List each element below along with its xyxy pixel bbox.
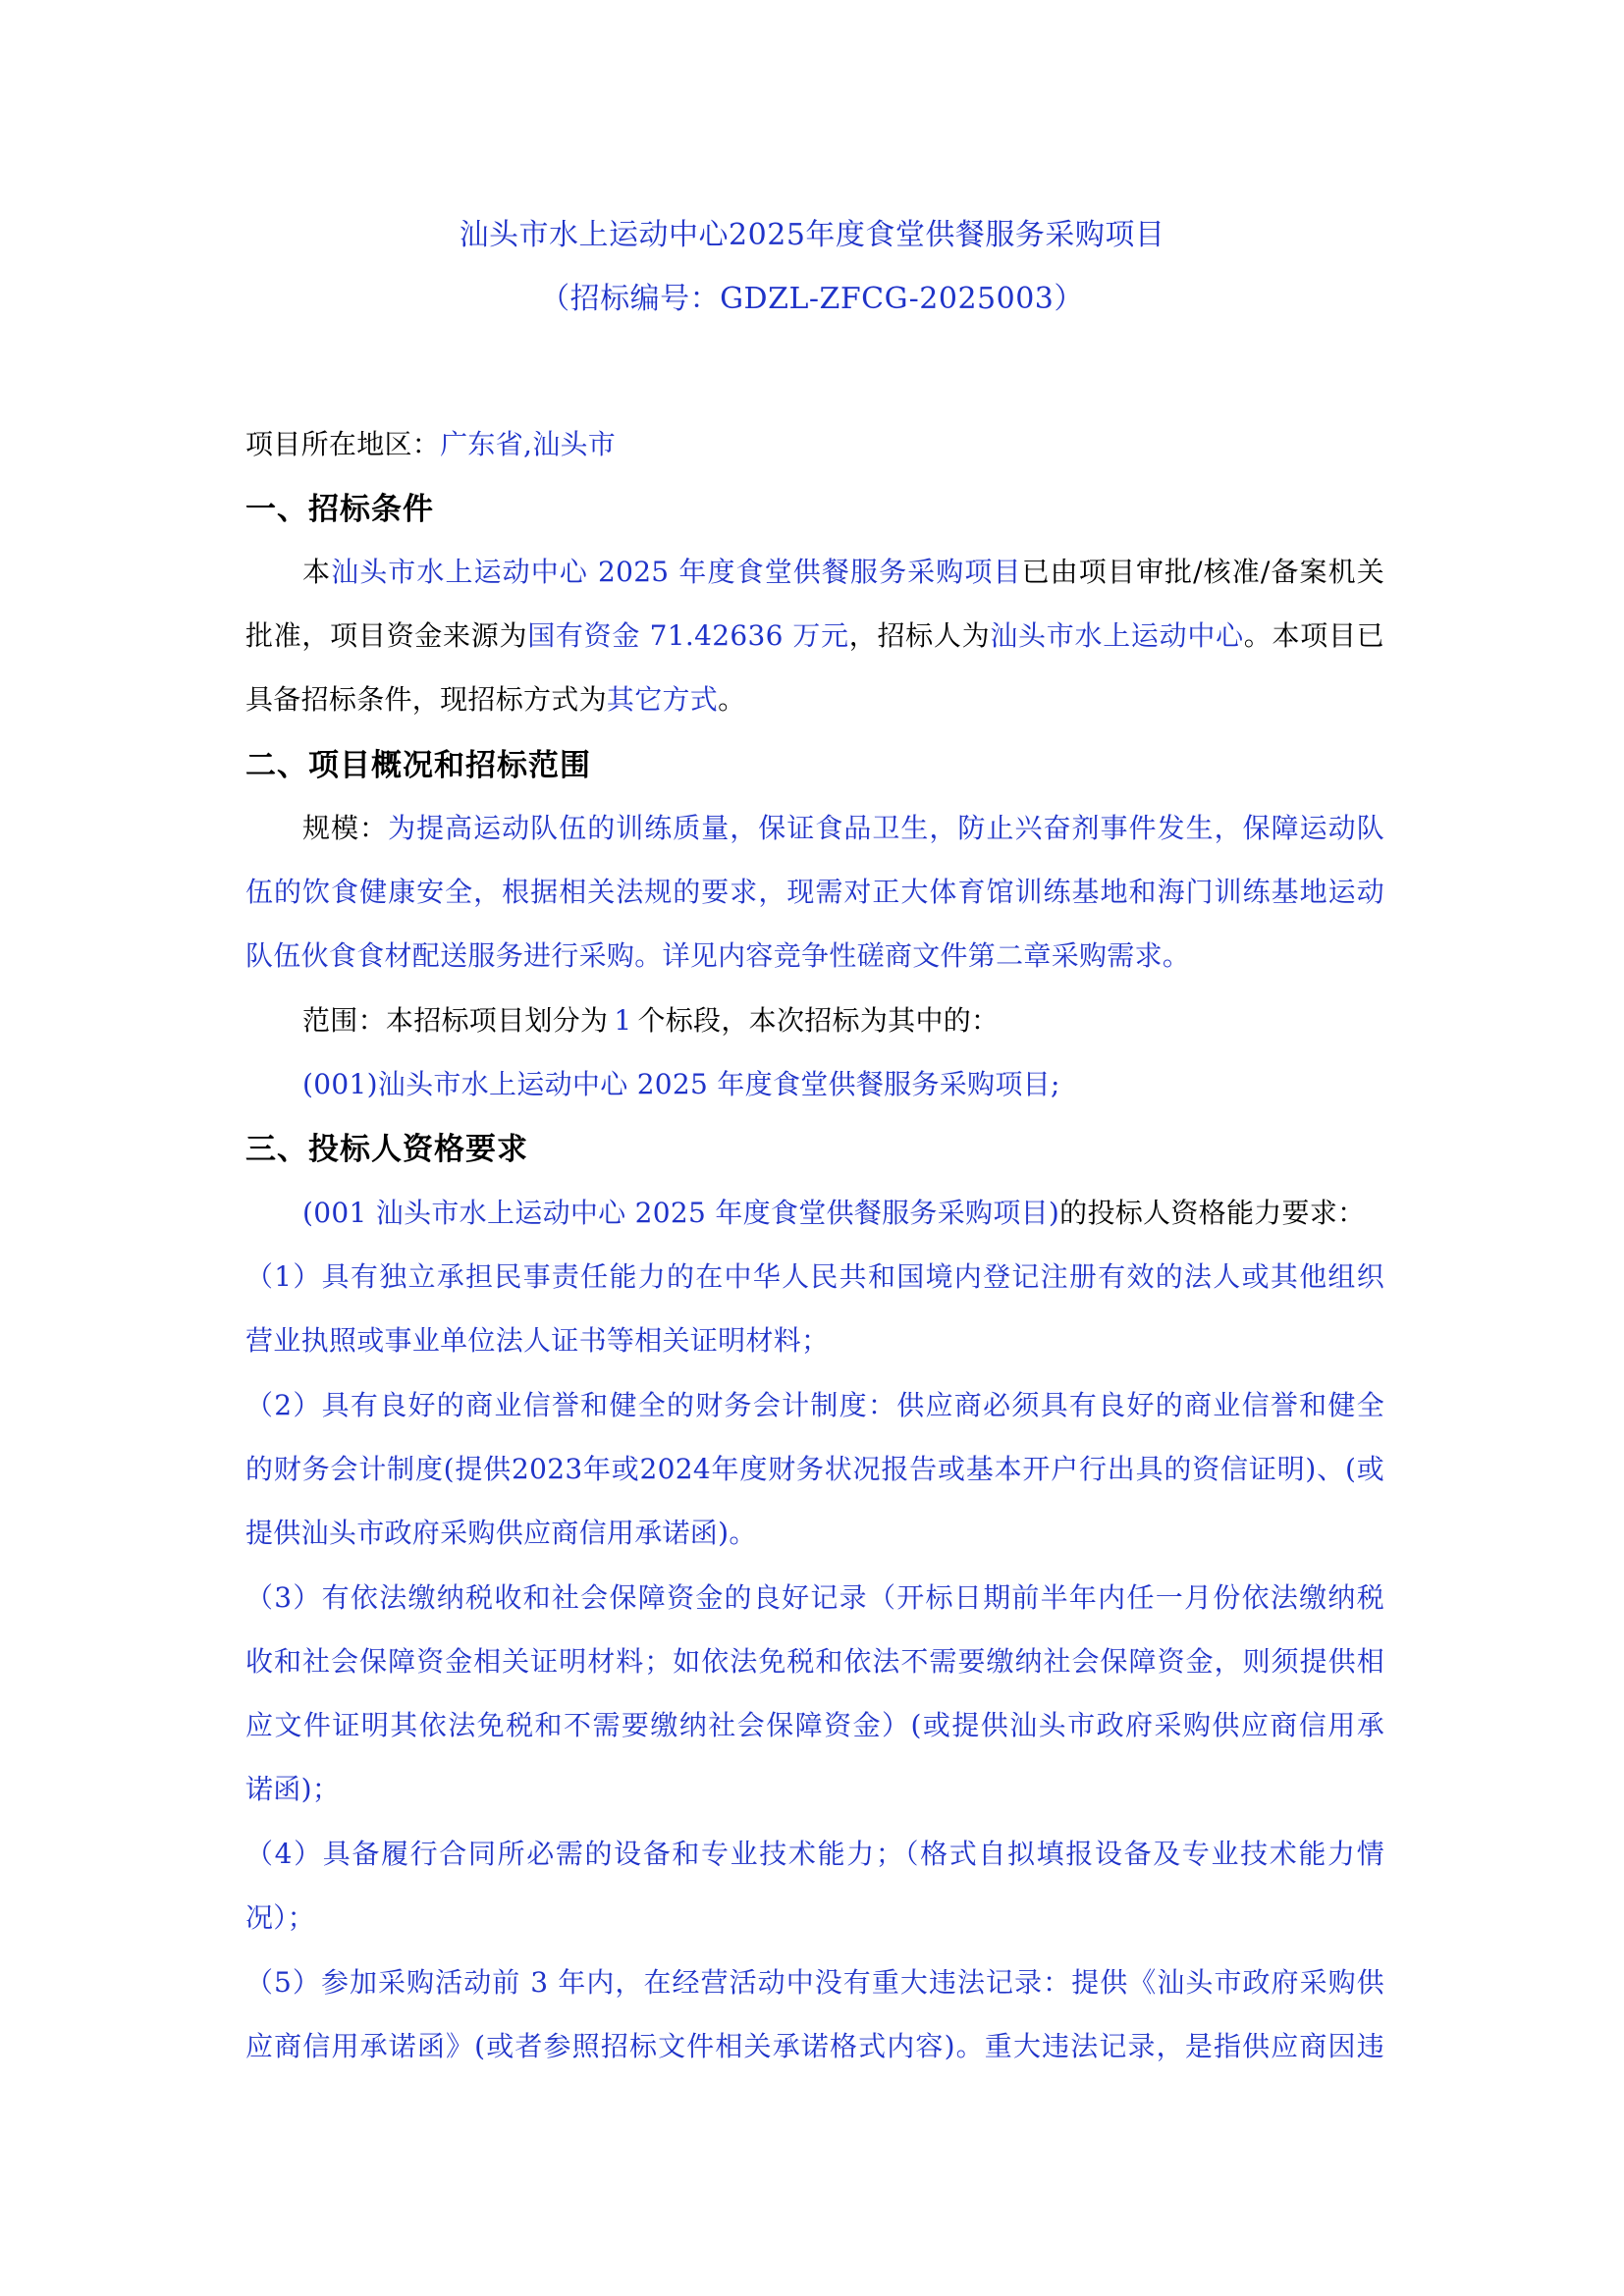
fund-source: 国有资金 71.42636 万元 (527, 619, 849, 652)
range-text: 范围：本招标项目划分为 (302, 1004, 609, 1037)
requirement-3-line-1: （3）有依法缴纳税收和社会保障资金的良好记录（开标日期前半年内任一月份依法缴纳税 (245, 1581, 1384, 1614)
project-location (245, 425, 1384, 464)
text-span: 具备招标条件，现招标方式为 (245, 683, 607, 716)
requirement-3-line-3: 应文件证明其依法免税和不需要缴纳社会保障资金）(或提供汕头市政府采购供应商信用承 (245, 1709, 1384, 1741)
requirement-2-line-2: 的财务会计制度(提供2023年或2024年度财务状况报告或基本开户行出具的资信证明)、(或 (245, 1453, 1384, 1485)
section-1-paragraph-line-3 (245, 680, 1384, 720)
requirement-1-line-2: 营业执照或事业单位法人证书等相关证明材料； (245, 1324, 830, 1357)
requirement-2-line-1: （2）具有良好的商业信誉和健全的财务会计制度：供应商必须具有良好的商业信誉和健全 (245, 1389, 1384, 1421)
bidding-method: 其它方式 (606, 683, 719, 716)
range-line (302, 1001, 1384, 1041)
tenderer-name: 汕头市水上运动中心 (990, 619, 1244, 652)
text-span: 。本项目已 (1243, 619, 1384, 652)
location-label: 项目所在地区： (245, 428, 441, 460)
location-value: 广东省,汕头市 (440, 428, 617, 460)
lot-item: (001)汕头市水上运动中心 2025 年度食堂供餐服务采购项目; (302, 1068, 1060, 1100)
text-span: 。 (718, 683, 746, 716)
text-span: 的投标人资格能力要求： (1059, 1197, 1366, 1229)
section-1-paragraph-line-1 (302, 553, 1384, 592)
scale-line-2: 伍的饮食健康安全，根据相关法规的要求，现需对正大体育馆训练基地和海门训练基地运动 (245, 876, 1384, 908)
text-span: ，招标人为 (848, 619, 991, 652)
scale-text: 为提高运动队伍的训练质量，保证食品卫生，防止兴奋剂事件发生，保障运动队 (388, 812, 1384, 844)
scale-line-3: 队伍伙食食材配送服务进行采购。详见内容竞争性磋商文件第二章采购需求。 (245, 939, 1191, 972)
text-span: 已由项目审批/核准/备案机关 (1021, 556, 1384, 588)
section-3-heading: 三、投标人资格要求 (245, 1132, 528, 1167)
qualification-intro (302, 1194, 1384, 1233)
requirement-3-line-2: 收和社会保障资金相关证明材料；如依法免税和依法不需要缴纳社会保障资金，则须提供相 (245, 1645, 1384, 1678)
document-title: 汕头市水上运动中心2025年度食堂供餐服务采购项目 (459, 218, 1165, 252)
lot-count: 1 (614, 1004, 632, 1037)
requirement-4-line-1: （4）具备履行合同所必需的设备和专业技术能力；（格式自拟填报设备及专业技术能力情 (245, 1838, 1384, 1870)
bid-number: （招标编号：GDZL-ZFCG-2025003） (540, 282, 1084, 316)
project-name: 汕头市水上运动中心 2025 年度食堂供餐服务采购项目 (331, 556, 1022, 588)
requirement-4-line-2: 况）； (245, 1901, 315, 1934)
section-1-paragraph-line-2 (245, 616, 1384, 656)
scale-label: 规模： (302, 812, 389, 844)
text-span: 本 (302, 556, 332, 588)
requirement-3-line-4: 诺函)； (245, 1773, 341, 1805)
text-span: 批准，项目资金来源为 (245, 619, 528, 652)
section-2-heading: 二、项目概况和招标范围 (245, 748, 591, 783)
requirement-2-line-3: 提供汕头市政府采购供应商信用承诺函)。 (245, 1517, 757, 1549)
section-1-heading: 一、招标条件 (245, 492, 434, 527)
requirement-5-line-2: 应商信用承诺函》(或者参照招标文件相关承诺格式内容)。重大违法记录，是指供应商因违 (245, 2030, 1384, 2062)
requirement-5-line-1: （5）参加采购活动前 3 年内，在经营活动中没有重大违法记录：提供《汕头市政府采购供 (245, 1966, 1384, 1999)
requirement-1-line-1: （1）具有独立承担民事责任能力的在中华人民共和国境内登记注册有效的法人或其他组织 (245, 1260, 1384, 1293)
range-text: 个标段，本次招标为其中的： (637, 1004, 1000, 1037)
lot-reference: (001 汕头市水上运动中心 2025 年度食堂供餐服务采购项目) (302, 1197, 1060, 1229)
scale-line-1 (302, 809, 1384, 848)
